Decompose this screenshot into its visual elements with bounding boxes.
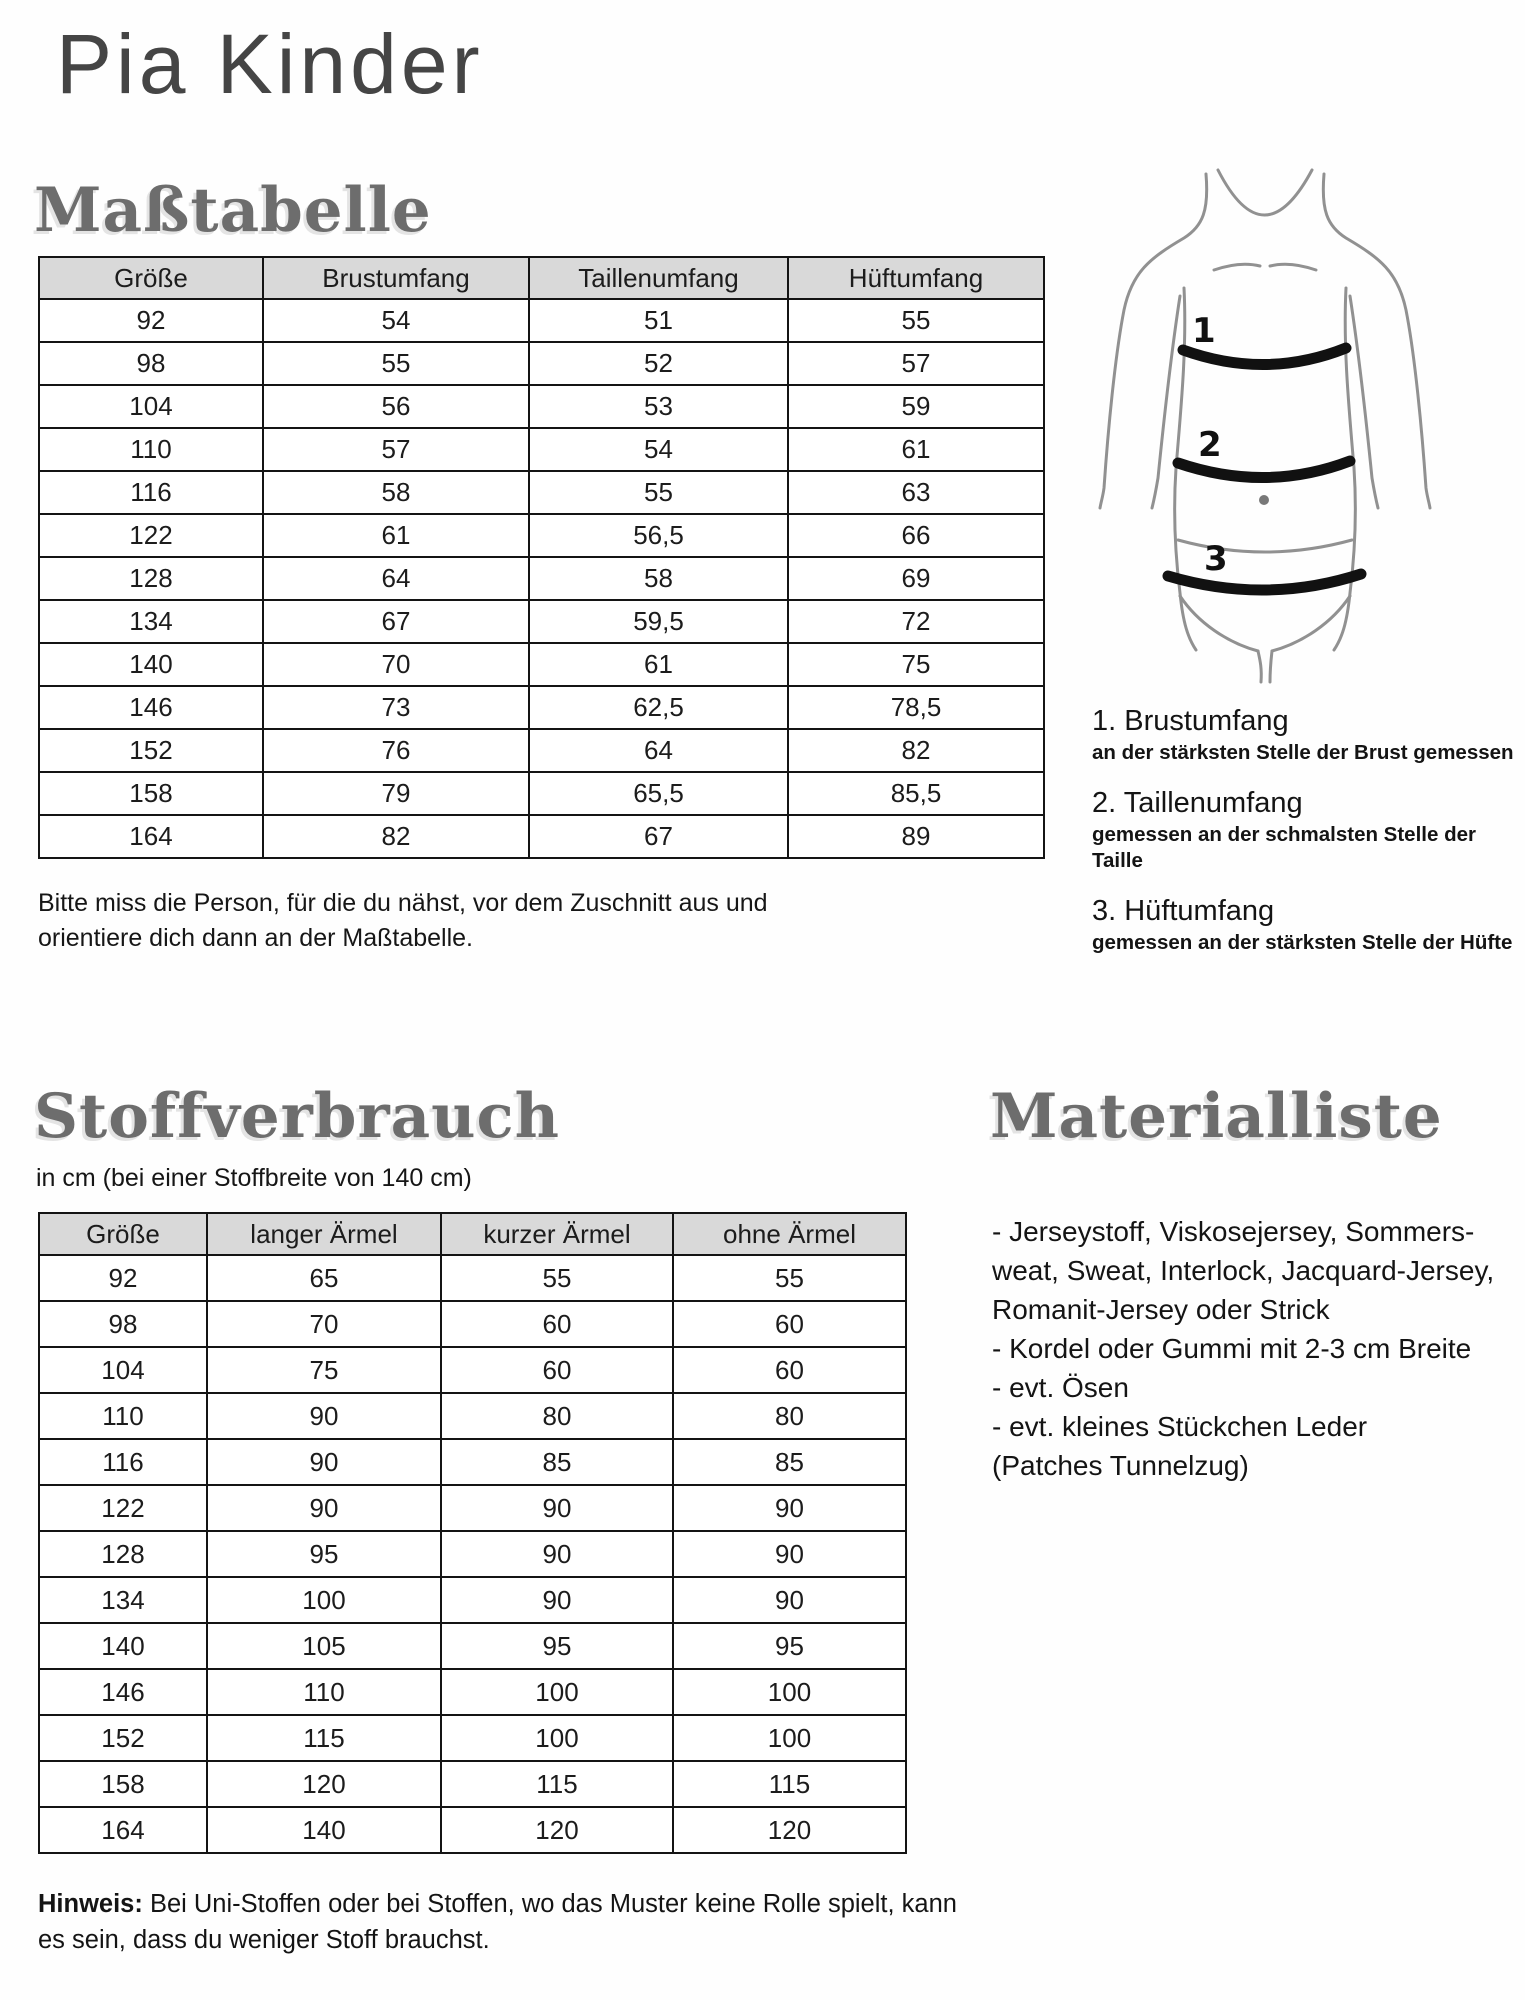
table-cell: 59 [788,385,1044,428]
table-cell: 134 [39,600,263,643]
table-cell: 69 [788,557,1044,600]
band-label-3: 3 [1204,539,1228,579]
table-cell: 158 [39,772,263,815]
table-cell: 90 [673,1577,906,1623]
column-header: langer Ärmel [207,1213,441,1255]
table-cell: 128 [39,1531,207,1577]
table-cell: 146 [39,1669,207,1715]
table-cell: 56 [263,385,529,428]
column-header: Größe [39,1213,207,1255]
table-row [39,815,1044,858]
stoffverbrauch-heading: Stoffverbrauch [34,1081,560,1152]
table-cell: 98 [39,1301,207,1347]
table-cell: 90 [441,1577,673,1623]
text-line: - Kordel oder Gummi mit 2-3 cm Breite [992,1333,1472,1364]
text-line: Romanit-Jersey oder Strick [992,1294,1330,1325]
table-row [39,686,1044,729]
page-title: Pia Kinder [56,17,484,111]
table-cell: 55 [441,1255,673,1301]
masstabelle-header-row [39,257,1044,299]
table-cell: 115 [207,1715,441,1761]
table-cell: 110 [39,1393,207,1439]
annotation-hueftumfang [1092,892,1525,956]
table-cell: 80 [673,1393,906,1439]
table-cell: 100 [673,1715,906,1761]
table-cell: 80 [441,1393,673,1439]
table-row [39,772,1044,815]
measure-bands [1168,348,1361,590]
table-cell: 82 [788,729,1044,772]
text-line: Bitte miss die Person, für die du nähst, vor dem Zuschnitt aus und [38,889,768,917]
stoffverbrauch-header-row [39,1213,906,1255]
table-row [39,299,1044,342]
table-row [39,1577,906,1623]
stoffverbrauch-subtitle: in cm (bei einer Stoffbreite von 140 cm) [36,1164,472,1192]
annotation-desc: an der stärksten Stelle der Brust gemessen [1092,741,1514,764]
annotation-desc: gemessen an der stärksten Stelle der Hüfte [1092,931,1513,954]
table-cell: 120 [673,1807,906,1853]
table-cell: 100 [673,1669,906,1715]
band-label-1: 1 [1192,311,1216,351]
table-cell: 76 [263,729,529,772]
table-cell: 67 [529,815,788,858]
table-cell: 122 [39,1485,207,1531]
table-cell: 61 [529,643,788,686]
column-header: kurzer Ärmel [441,1213,673,1255]
table-cell: 73 [263,686,529,729]
table-cell: 98 [39,342,263,385]
hinweis-label: Hinweis: [38,1890,143,1918]
table-cell: 61 [788,428,1044,471]
table-cell: 75 [207,1347,441,1393]
table-cell: 90 [207,1439,441,1485]
table-row [39,1761,906,1807]
materialliste-heading: Materialliste [990,1081,1443,1152]
masstabelle-body [39,299,1044,858]
table-row [39,600,1044,643]
table-cell: 95 [207,1531,441,1577]
hinweis-text: Bei Uni-Stoffen oder bei Stoffen, wo das Muster keine Rolle spielt, kann [142,1890,957,1918]
column-header: Größe [39,257,263,299]
table-cell: 116 [39,1439,207,1485]
annotation-title: 3. Hüftumfang [1092,895,1275,927]
table-cell: 100 [441,1715,673,1761]
table-cell: 55 [788,299,1044,342]
stoffverbrauch-table [38,1212,907,1854]
table-row [39,1347,906,1393]
table-cell: 79 [263,772,529,815]
table-cell: 60 [441,1301,673,1347]
table-cell: 134 [39,1577,207,1623]
table-cell: 64 [529,729,788,772]
table-cell: 128 [39,557,263,600]
table-cell: 63 [788,471,1044,514]
table-row [39,471,1044,514]
table-row [39,557,1044,600]
hinweis-note [38,1886,968,1958]
table-row [39,1807,906,1853]
table-row [39,1439,906,1485]
text-line: - Jerseystoff, Viskosejersey, Sommers- [992,1216,1475,1247]
table-cell: 140 [39,643,263,686]
table-row [39,1393,906,1439]
hinweis-line-1 [38,1886,968,1922]
table-cell: 65 [207,1255,441,1301]
table-cell: 104 [39,1347,207,1393]
table-cell: 66 [788,514,1044,557]
table-cell: 90 [207,1393,441,1439]
table-row [39,514,1044,557]
table-cell: 92 [39,1255,207,1301]
text-line: orientiere dich dann an der Maßtabelle. [38,924,473,952]
table-cell: 62,5 [529,686,788,729]
annotation-brustumfang [1092,702,1525,766]
table-cell: 110 [39,428,263,471]
measurement-annotations [1092,702,1525,974]
table-cell: 146 [39,686,263,729]
table-cell: 140 [207,1807,441,1853]
table-cell: 72 [788,600,1044,643]
annotation-taillenumfang [1092,784,1525,874]
table-cell: 78,5 [788,686,1044,729]
table-cell: 82 [263,815,529,858]
table-cell: 55 [263,342,529,385]
table-cell: 90 [441,1531,673,1577]
table-cell: 60 [673,1301,906,1347]
table-cell: 122 [39,514,263,557]
table-row [39,729,1044,772]
band-label-2: 2 [1198,425,1222,465]
text-line: - evt. Ösen [992,1372,1129,1403]
text-line: (Patches Tunnelzug) [992,1450,1249,1481]
table-cell: 70 [207,1301,441,1347]
table-cell: 164 [39,815,263,858]
table-cell: 59,5 [529,600,788,643]
table-cell: 90 [673,1531,906,1577]
body-measurement-diagram [1088,166,1518,711]
table-row [39,643,1044,686]
table-cell: 54 [263,299,529,342]
table-cell: 100 [207,1577,441,1623]
hip-band [1168,574,1361,590]
table-cell: 60 [673,1347,906,1393]
masstabelle-heading: Maßtabelle [34,175,432,246]
table-cell: 104 [39,385,263,428]
table-cell: 65,5 [529,772,788,815]
table-cell: 55 [529,471,788,514]
table-cell: 54 [529,428,788,471]
table-cell: 90 [673,1485,906,1531]
table-cell: 90 [207,1485,441,1531]
column-header: Brustumfang [263,257,529,299]
table-row [39,1255,906,1301]
table-cell: 75 [788,643,1044,686]
text-line: - evt. kleines Stückchen Leder [992,1411,1368,1442]
table-row [39,428,1044,471]
table-row [39,1301,906,1347]
table-cell: 60 [441,1347,673,1393]
table-cell: 58 [529,557,788,600]
table-cell: 105 [207,1623,441,1669]
table-cell: 61 [263,514,529,557]
table-cell: 85 [673,1439,906,1485]
table-cell: 55 [673,1255,906,1301]
column-header: ohne Ärmel [673,1213,906,1255]
table-cell: 85 [441,1439,673,1485]
table-cell: 51 [529,299,788,342]
table-cell: 90 [441,1485,673,1531]
table-cell: 58 [263,471,529,514]
table-row [39,1531,906,1577]
hinweis-line-2: es sein, dass du weniger Stoff brauchst. [38,1926,490,1954]
masstabelle-note [38,886,768,956]
navel-dot [1259,495,1269,505]
table-cell: 95 [673,1623,906,1669]
table-cell: 57 [788,342,1044,385]
annotation-desc: gemessen an der schmalsten Stelle der Taille [1092,823,1476,872]
table-cell: 70 [263,643,529,686]
table-row [39,385,1044,428]
table-cell: 57 [263,428,529,471]
annotation-title: 2. Taillenumfang [1092,787,1303,819]
table-row [39,342,1044,385]
table-cell: 52 [529,342,788,385]
table-cell: 67 [263,600,529,643]
table-cell: 120 [207,1761,441,1807]
column-header: Taillenumfang [529,257,788,299]
table-cell: 64 [263,557,529,600]
table-cell: 116 [39,471,263,514]
table-cell: 110 [207,1669,441,1715]
table-cell: 115 [441,1761,673,1807]
text-line: weat, Sweat, Interlock, Jacquard-Jersey, [992,1255,1495,1286]
table-cell: 152 [39,729,263,772]
table-row [39,1669,906,1715]
table-cell: 140 [39,1623,207,1669]
masstabelle-table [38,256,1045,859]
table-cell: 85,5 [788,772,1044,815]
table-row [39,1623,906,1669]
table-cell: 120 [441,1807,673,1853]
table-cell: 89 [788,815,1044,858]
body-outline [1100,170,1430,682]
table-cell: 100 [441,1669,673,1715]
table-cell: 158 [39,1761,207,1807]
materialliste-list [992,1212,1512,1485]
annotation-title: 1. Brustumfang [1092,705,1289,737]
table-cell: 53 [529,385,788,428]
table-cell: 164 [39,1807,207,1853]
table-cell: 115 [673,1761,906,1807]
table-cell: 56,5 [529,514,788,557]
table-row [39,1715,906,1761]
table-cell: 152 [39,1715,207,1761]
table-cell: 92 [39,299,263,342]
column-header: Hüftumfang [788,257,1044,299]
table-cell: 95 [441,1623,673,1669]
table-row [39,1485,906,1531]
stoffverbrauch-body [39,1255,906,1853]
